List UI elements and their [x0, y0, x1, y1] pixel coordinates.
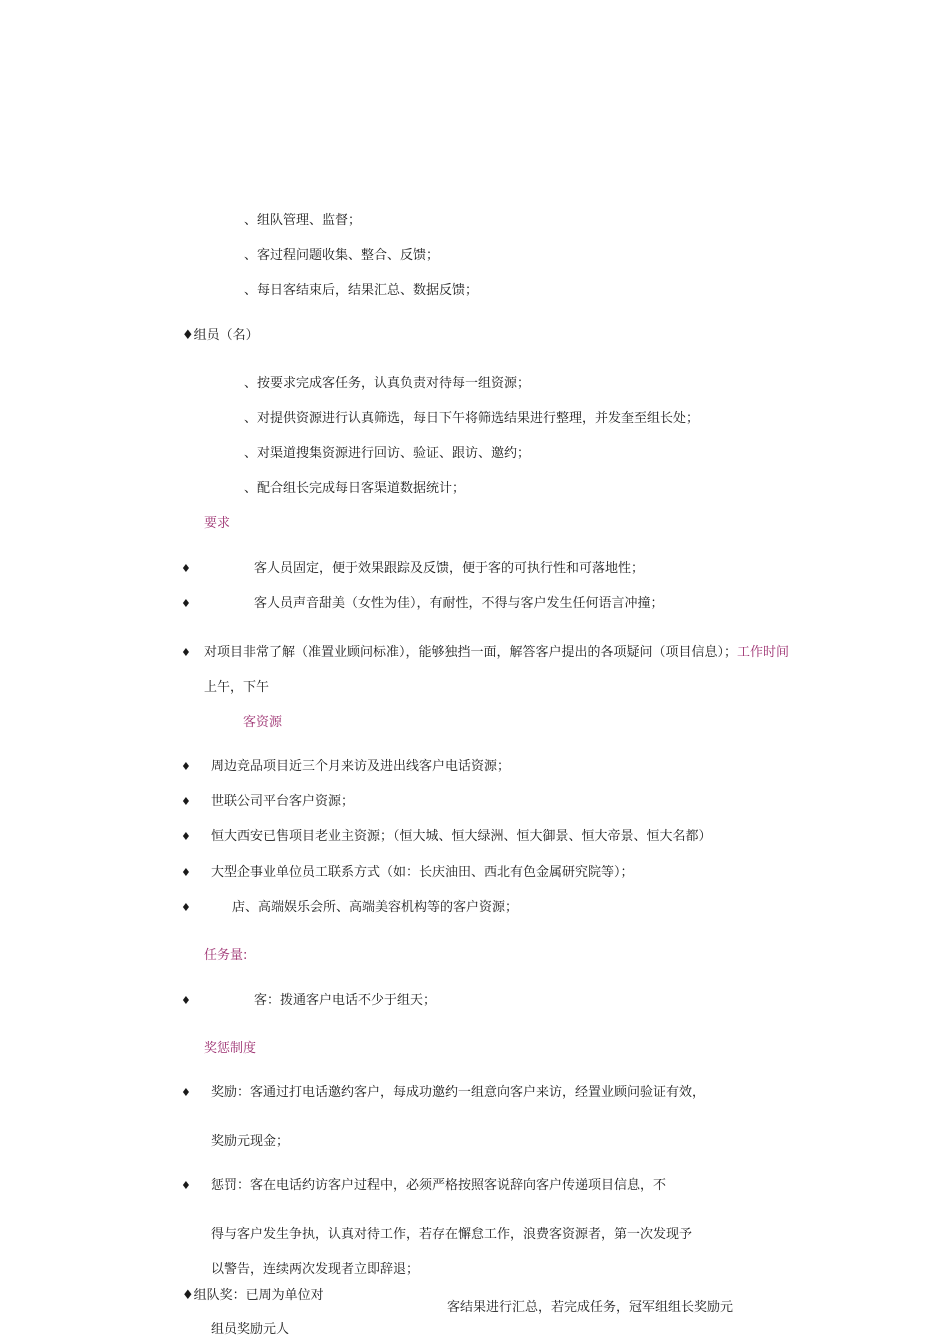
- diamond-bullet-icon: ♦: [181, 795, 191, 808]
- member-duty-1: 、按要求完成客任务，认真负责对待每一组资源；: [244, 376, 531, 391]
- task-item: 客：拨通客户电话不少于组天；: [254, 993, 437, 1008]
- leader-duty-2: 、客过程问题收集、整合、反馈；: [244, 248, 440, 263]
- reward-line-1: 奖励：客通过打电话邀约客户，每成功邀约一组意向客户来访，经置业顾问验证有效，: [211, 1085, 706, 1100]
- reward-line-2: 奖励元现金；: [211, 1134, 290, 1149]
- leader-duty-1: 、组队管理、监督；: [244, 213, 362, 228]
- team-award-line: ♦组队奖：已周为单位对: [182, 1288, 324, 1303]
- resource-item-3: 恒大西安已售项目老业主资源；（恒大城、恒大绿洲、恒大御景、恒大帝景、恒大名都）: [211, 829, 712, 844]
- diamond-bullet-icon: ♦: [181, 1179, 191, 1192]
- penalty-line-2: 得与客户发生争执，认真对待工作，若存在懈怠工作，浪费客资源者，第一次发现予: [211, 1227, 693, 1242]
- resource-item-2: 世联公司平台客户资源；: [211, 794, 355, 809]
- penalty-line-3: 以警告，连续两次发现者立即辞退；: [211, 1262, 420, 1277]
- diamond-bullet-icon: ♦: [181, 646, 191, 659]
- diamond-bullet-icon: ♦: [181, 562, 191, 575]
- rewards-heading: 奖惩制度: [204, 1041, 257, 1056]
- resource-item-5: 店、高端娱乐会所、高端美容机构等的客户资源；: [232, 900, 519, 915]
- member-duty-2: 、对提供资源进行认真筛选，每日下午将筛选结果进行整理，并发奎至组长处；: [244, 411, 700, 426]
- leader-duty-3: 、每日客结束后，结果汇总、数据反馈；: [244, 283, 479, 298]
- penalty-line-1: 惩罚：客在电话约访客户过程中，必须严格按照客说辞向客户传递项目信息，不: [211, 1178, 667, 1193]
- work-time-heading: 工作时间: [737, 645, 790, 660]
- diamond-bullet-icon: ♦: [181, 830, 191, 843]
- resource-item-1: 周边竞品项目近三个月来访及进出线客户电话资源；: [211, 759, 511, 774]
- member-duty-3: 、对渠道搜集资源进行回访、验证、跟访、邀约；: [244, 446, 531, 461]
- member-duty-4: 、配合组长完成每日客渠道数据统计；: [244, 481, 466, 496]
- team-award-cut-line: 组员奖励元人: [211, 1322, 290, 1337]
- diamond-bullet-icon: ♦: [181, 597, 191, 610]
- requirements-heading: 要求: [204, 516, 231, 531]
- diamond-bullet-icon: ♦: [181, 760, 191, 773]
- resource-item-4: 大型企事业单位员工联系方式（如：长庆油田、西北有色金属研究院等）；: [211, 865, 634, 880]
- requirement-item-1: 客人员固定，便于效果跟踪及反馈，便于客的可执行性和可落地性；: [254, 561, 645, 576]
- team-award-right-cut: 客结果进行汇总，若完成任务，冠军组组长奖励元: [447, 1300, 734, 1315]
- requirement-item-3: [204, 645, 789, 661]
- member-heading: ♦组员（名）: [182, 328, 259, 343]
- requirement-item-3-text: 对项目非常了解（准置业顾问标准），能够独挡一面，解答客户提出的各项疑问（项目信息）；: [204, 645, 738, 660]
- diamond-bullet-icon: ♦: [181, 994, 191, 1007]
- diamond-bullet-icon: ♦: [181, 1086, 191, 1099]
- work-time-value: 上午，下午: [204, 680, 270, 695]
- resources-heading: 客资源: [243, 715, 283, 730]
- diamond-bullet-icon: ♦: [181, 866, 191, 879]
- diamond-bullet-icon: ♦: [181, 901, 191, 914]
- tasks-heading: 任务量:: [204, 948, 248, 963]
- requirement-item-2: 客人员声音甜美（女性为佳），有耐性，不得与客户发生任何语言冲撞；: [254, 596, 664, 611]
